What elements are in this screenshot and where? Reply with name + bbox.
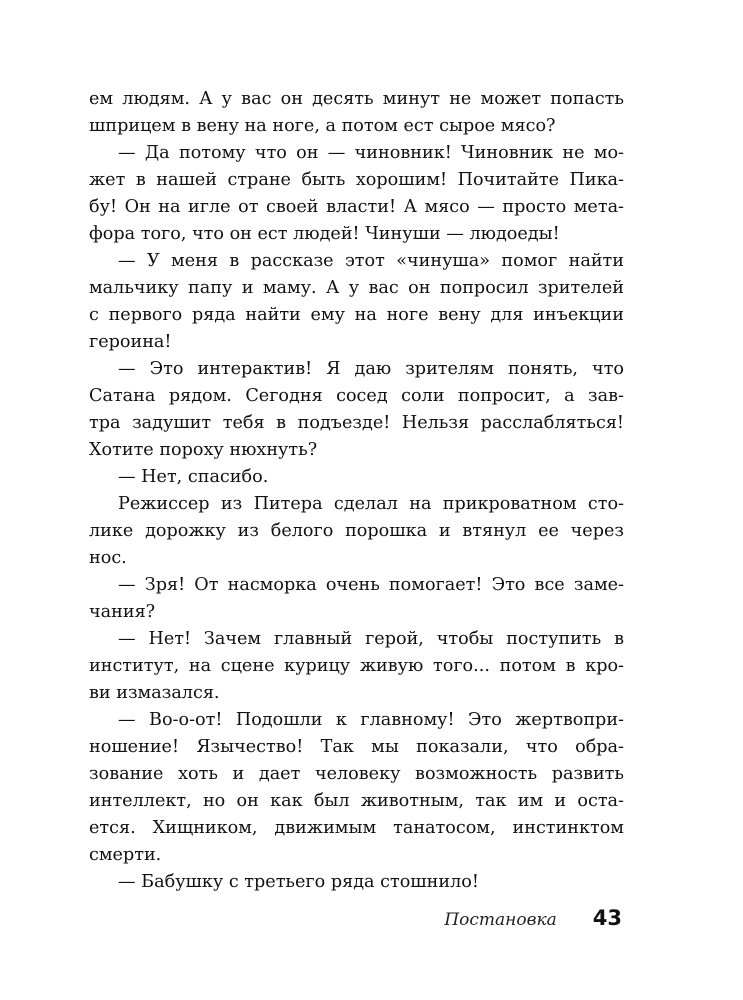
text-line: Хотите пороху нюхнуть? [89,440,318,460]
text-line: бу! Он на игле от своей власти! А мясо — просто мета- [89,197,624,217]
text-line: фора того, что он ест людей! Чинуши — людоеды! [89,224,560,244]
text-line: — Бабушку с третьего ряда стошнило! [118,872,479,892]
text-line: тра задушит тебя в подъезде! Нельзя расслабляться! [89,413,624,433]
text-line: — Это интерактив! Я даю зрителям понять, что [118,359,624,379]
text-line: лике дорожку из белого порошка и втянул ее через [89,521,624,541]
paragraph [89,86,624,140]
text-line: — Зря! От насморка очень помогает! Это все заме- [118,575,624,595]
body-text [89,86,624,896]
paragraph [89,869,624,896]
text-line: мальчику папу и маму. А у вас он попросил зрителей [89,278,624,298]
text-line: нос. [89,548,127,568]
text-line: ношение! Язычество! Так мы показали, что обра- [89,737,624,757]
paragraph [89,356,624,464]
text-line: чания? [89,602,156,622]
text-line: зование хоть и дает человеку возможность развить [89,764,624,784]
text-line: ется. Хищником, движимым танатосом, инстинктом [89,818,624,838]
paragraph [89,140,624,248]
running-title: Постановка [444,910,557,930]
paragraph [89,464,624,491]
text-line: с первого ряда найти ему на ноге вену для инъекции [89,305,624,325]
text-line: институт, на сцене курицу живую того... потом в кро- [89,656,624,676]
text-line: — Нет, спасибо. [118,467,269,487]
text-line: — У меня в рассказе этот «чинуша» помог найти [118,251,624,271]
text-line: ем людям. А у вас он десять минут не может попасть [89,89,624,109]
text-line: интеллект, но он как был животным, так им и оста- [89,791,624,811]
text-line: жет в нашей стране быть хорошим! Почитайте Пика- [89,170,624,190]
text-line: — Во-о-от! Подошли к главному! Это жертвопри- [118,710,624,730]
text-line: — Да потому что он — чиновник! Чиновник не мо- [118,143,624,163]
page-footer [444,906,622,936]
paragraph [89,626,624,707]
text-line: шприцем в вену на ноге, а потом ест сырое мясо? [89,116,556,136]
paragraph [89,248,624,356]
paragraph [89,707,624,869]
paragraph [89,572,624,626]
paragraph [89,491,624,572]
text-line: смерти. [89,845,162,865]
text-line: Сатана рядом. Сегодня сосед соли попросит, а зав- [89,386,624,406]
text-line: героина! [89,332,172,352]
text-line: Режиссер из Питера сделал на прикроватном сто- [118,494,624,514]
text-line: — Нет! Зачем главный герой, чтобы поступить в [118,629,624,649]
text-line: ви измазался. [89,683,220,703]
page-number: 43 [592,906,622,930]
